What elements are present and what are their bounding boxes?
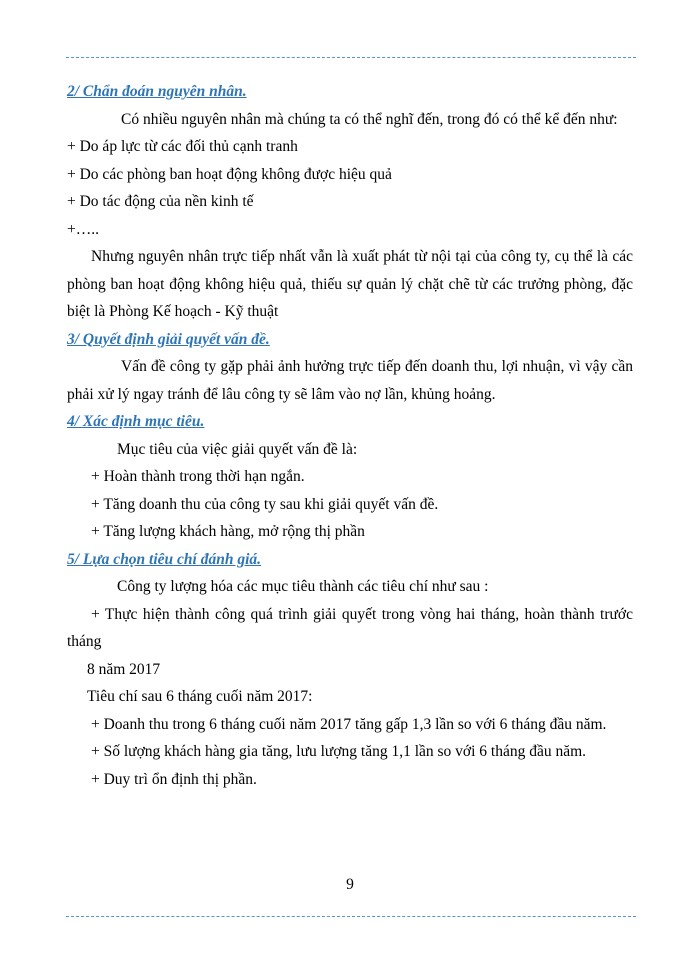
- list-item: + Do tác động của nền kinh tế: [67, 193, 254, 210]
- list-item: + Tăng doanh thu của công ty sau khi giải quyết vấn đề.: [91, 495, 439, 513]
- section5-intro: Công ty lượng hóa các mục tiêu thành các tiêu chí như sau :: [117, 578, 489, 595]
- section2-conclusion: Nhưng nguyên nhân trực tiếp nhất vẫn là xuất phát từ nội tại của công ty, cụ thể là các phòng ban hoạt động không hiệu quả, thiếu sự quản lý chặt chẽ từ các trưởng phòng, đặc biệt là Phòng Kế hoạch - Kỹ thuật: [67, 248, 633, 320]
- section-heading-2: 2/ Chẩn đoán nguyên nhân.: [67, 83, 247, 100]
- section5-sub-intro: Tiêu chí sau 6 tháng cuối năm 2017:: [87, 688, 313, 705]
- section3-body: Vấn đề công ty gặp phải ảnh hưởng trực tiếp đến doanh thu, lợi nhuận, vì vậy cần phải xử lý ngay tránh để lâu công ty sẽ lâm vào nợ lần, khủng hoảng.: [67, 358, 633, 403]
- list-item: + Do các phòng ban hoạt động không được hiệu quả: [67, 165, 392, 183]
- page-number: 9: [346, 876, 354, 893]
- section4-intro: Mục tiêu của việc giải quyết vấn đề là:: [117, 440, 358, 458]
- list-item: + Số lượng khách hàng gia tăng, lưu lượng tăng 1,1 lần so với 6 tháng đầu năm.: [91, 743, 587, 760]
- list-item: + Doanh thu trong 6 tháng cuối năm 2017 tăng gấp 1,3 lần so với 6 tháng đầu năm.: [91, 715, 607, 733]
- list-item: + Thực hiện thành công quá trình giải quyết trong vòng hai tháng, hoàn thành trước tháng: [67, 605, 633, 650]
- section-heading-4: 4/ Xác định mục tiêu.: [67, 413, 205, 430]
- header-divider: [66, 57, 636, 58]
- list-item: + Tăng lượng khách hàng, mở rộng thị phần: [91, 523, 365, 540]
- section-heading-3: 3/ Quyết định giải quyết vấn đề.: [67, 330, 270, 348]
- list-item-continuation: 8 năm 2017: [87, 660, 161, 678]
- list-item: +…..: [67, 220, 99, 238]
- section2-intro: Có nhiều nguyên nhân mà chúng ta có thể nghĩ đến, trong đó có thể kể đến như:: [121, 110, 618, 128]
- list-item: + Do áp lực từ các đối thủ cạnh tranh: [67, 138, 298, 155]
- footer-divider: [66, 916, 636, 917]
- section-heading-5: 5/ Lựa chọn tiêu chí đánh giá.: [67, 550, 262, 568]
- list-item: + Duy trì ổn định thị phần.: [91, 770, 257, 788]
- document-body: [67, 78, 633, 793]
- list-item: + Hoàn thành trong thời hạn ngắn.: [91, 468, 305, 485]
